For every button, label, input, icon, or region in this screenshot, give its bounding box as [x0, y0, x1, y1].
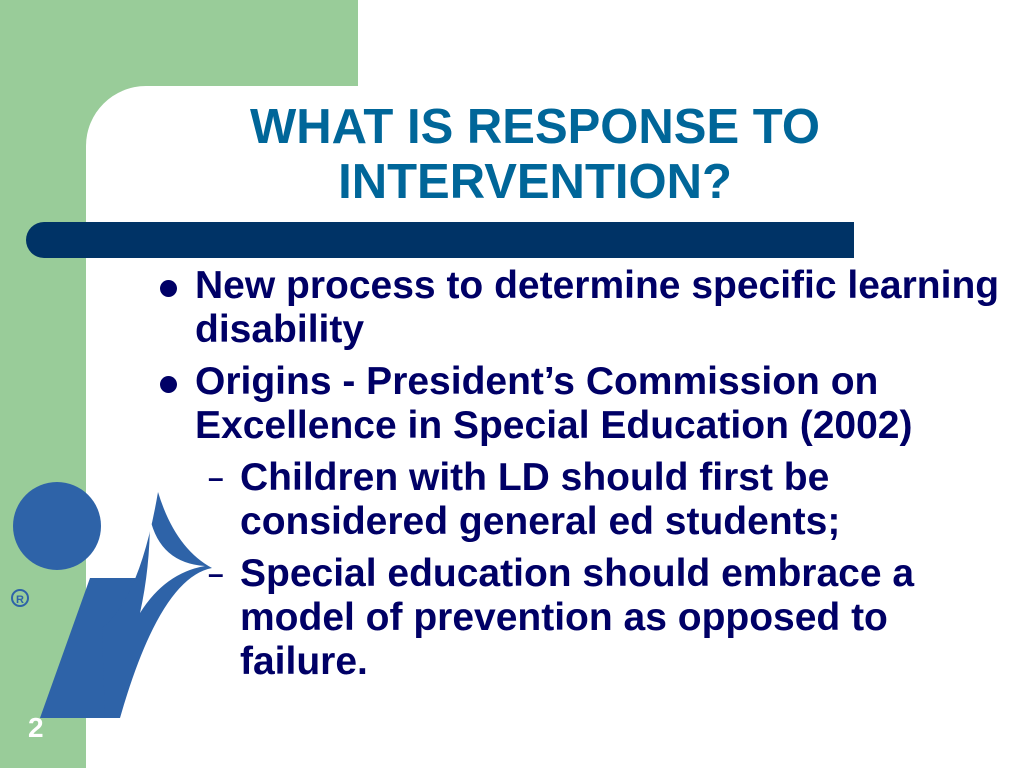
slide-title: WHAT IS RESPONSE TO INTERVENTION? — [250, 100, 820, 209]
green-top-band — [0, 0, 358, 86]
bullet-item — [152, 360, 1012, 448]
subbullet-text: Children with LD should first be considered general ed students; — [240, 456, 841, 543]
bullet-text: Origins - President’s Commission on Excellence in Special Education (2002) — [195, 360, 913, 447]
slide-number: 2 — [28, 712, 44, 743]
slide-body — [152, 264, 1012, 692]
bullet-text: New process to determine specific learning disability — [195, 264, 1000, 351]
bullet-dot — [160, 376, 177, 393]
registered-mark-letter: R — [16, 594, 24, 606]
logo-head-icon — [13, 482, 101, 570]
subbullet-item — [152, 456, 1012, 544]
subbullet-dash: – — [208, 558, 224, 589]
bullet-item — [152, 264, 1012, 352]
person-book-logo-icon — [0, 478, 215, 718]
bullet-dot — [160, 280, 177, 297]
subbullet-item — [152, 552, 1012, 684]
title-divider-bar — [26, 222, 854, 258]
subbullet-text: Special education should embrace a model of prevention as opposed to failure. — [240, 552, 915, 683]
subbullet-dash: – — [208, 462, 224, 493]
